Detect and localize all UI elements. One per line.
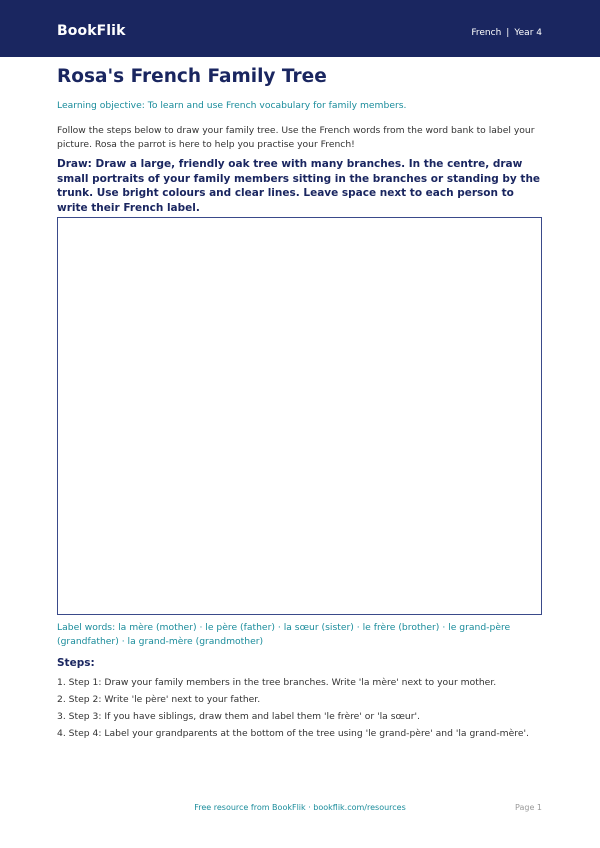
breadcrumb bbox=[471, 28, 542, 38]
step-item: 2. Step 2: Write 'le père' next to your father. bbox=[57, 694, 261, 705]
breadcrumb-separator: | bbox=[506, 28, 510, 38]
label-word-bank: Label words: la mère (mother) · le père (father) · la sœur (sister) · le frère (brother) · le grand-père (grandfather) · la grand-mère (grandmother) bbox=[57, 622, 511, 647]
intro-text: Follow the steps below to draw your family tree. Use the French words from the word bank to label your picture. Rosa the parrot is here to help you practise your French! bbox=[57, 125, 535, 150]
drawing-area[interactable] bbox=[57, 217, 542, 615]
learning-objective: Learning objective: To learn and use French vocabulary for family members. bbox=[57, 100, 407, 111]
brand-logo[interactable]: BookFlik bbox=[57, 23, 126, 39]
footer-resource-link[interactable]: Free resource from BookFlik · bookflik.com/resources bbox=[194, 803, 406, 812]
breadcrumb-subject: French bbox=[471, 28, 502, 38]
breadcrumb-year: Year 4 bbox=[514, 28, 542, 38]
steps-list bbox=[57, 674, 543, 742]
page-number: Page 1 bbox=[515, 803, 542, 812]
page-title: Rosa's French Family Tree bbox=[57, 66, 327, 87]
steps-heading: Steps: bbox=[57, 657, 95, 669]
header-bar bbox=[0, 0, 600, 57]
step-item: 3. Step 3: If you have siblings, draw them and label them 'le frère' or 'la sœur'. bbox=[57, 711, 420, 722]
draw-instruction: Draw: Draw a large, friendly oak tree with many branches. In the centre, draw small portraits of your family members sitting in the branches or standing by the trunk. Use bright colours and clear lines. Leave space next to each person to write their French label. bbox=[57, 158, 541, 214]
step-item: 4. Step 4: Label your grandparents at the bottom of the tree using 'le grand-père' and 'la grand-mère'. bbox=[57, 728, 529, 739]
step-item: 1. Step 1: Draw your family members in the tree branches. Write 'la mère' next to your mother. bbox=[57, 677, 497, 688]
